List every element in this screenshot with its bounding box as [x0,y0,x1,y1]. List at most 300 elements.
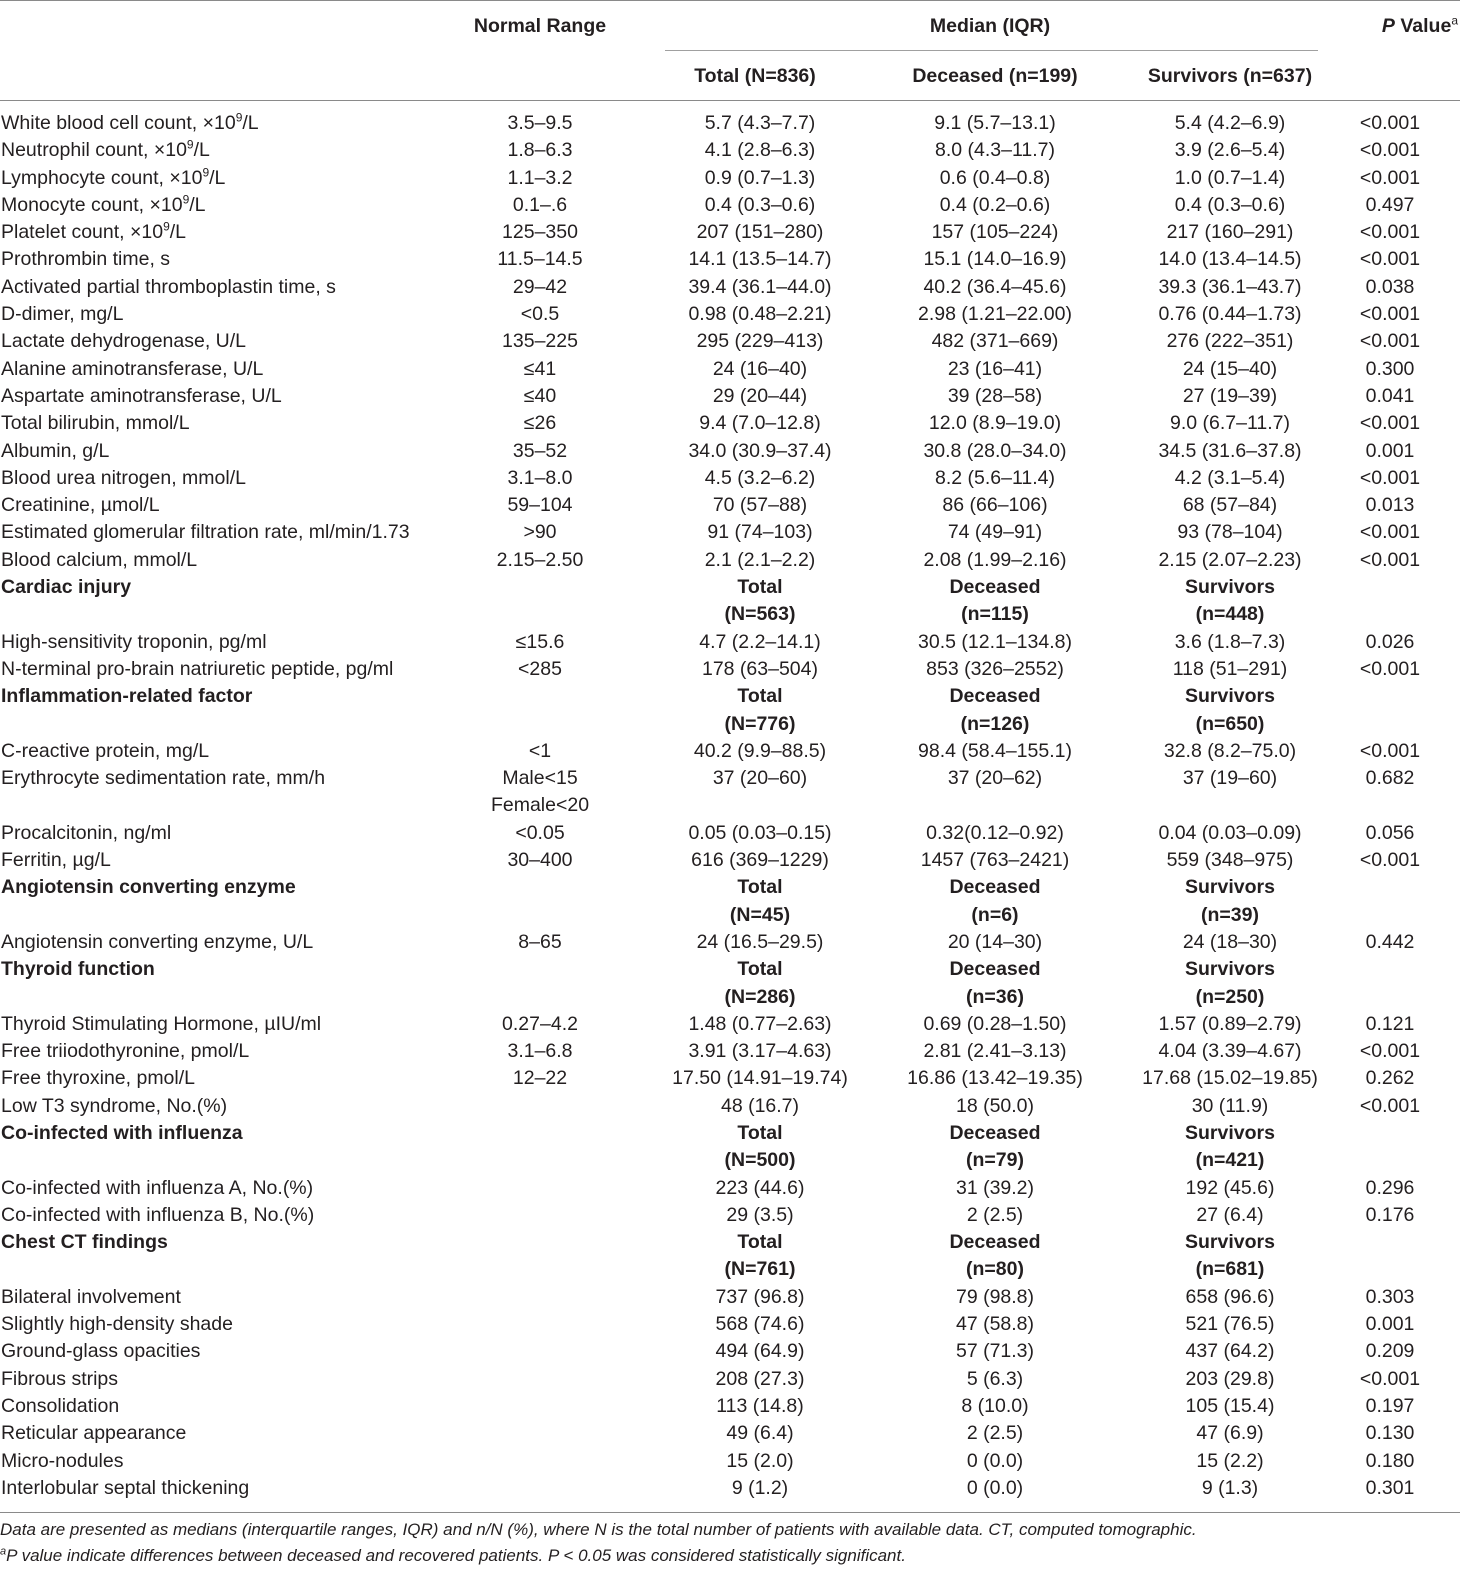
p-value-cell [1320,956,1460,983]
normal-range-cell [410,1229,670,1256]
table-row [0,601,1460,628]
p-value-sup: a [1451,13,1458,28]
normal-range-cell [410,1175,670,1202]
survivors-cell: 118 (51–291) [1172,657,1288,680]
section-total-label: Total [737,576,783,599]
row-label: Total bilirubin, mmol/L [1,412,190,435]
total-cell: 2.1 (2.1–2.2) [704,548,816,571]
normal-range-cell: <0.05 [515,821,565,844]
total-cell: 15 (2.0) [726,1449,794,1472]
survivors-cell: 192 (45.6) [1185,1176,1275,1199]
table-row [0,137,1460,164]
total-cell: 24 (16.5–29.5) [696,930,824,953]
deceased-cell: 79 (98.8) [955,1285,1035,1308]
survivors-cell: 437 (64.2) [1185,1340,1275,1363]
p-value-cell: <0.001 [1359,303,1421,326]
survivors-cell: 203 (29.8) [1185,1367,1275,1390]
total-cell: 0.05 (0.03–0.15) [688,821,832,844]
survivors-cell: 15 (2.2) [1196,1449,1264,1472]
row-label: Creatinine, µmol/L [1,494,160,517]
total-cell: 91 (74–103) [707,521,813,544]
survivors-cell: 4.04 (3.39–4.67) [1158,1040,1302,1063]
section-deceased-n: (n=115) [961,603,1029,626]
section-spacer [0,984,410,1011]
row-label-sup: 9 [202,165,210,180]
survivors-cell: 276 (222–351) [1166,330,1294,353]
p-value-cell: 0.026 [1365,630,1415,653]
normal-range-cell: Male<15 [502,767,578,790]
total-cell: 34.0 (30.9–37.4) [688,439,832,462]
survivors-cell: 17.68 (15.02–19.85) [1142,1067,1318,1090]
p-value-cell [1320,1229,1460,1256]
section-total-label: Total [737,685,783,708]
normal-range-cell: 3.5–9.5 [507,112,573,134]
normal-range-cell [410,1393,670,1420]
row-label: C-reactive protein, mg/L [1,739,210,762]
total-cell: 40.2 (9.9–88.5) [693,739,827,762]
p-value-cell: 0.180 [1365,1449,1415,1472]
normal-range-cell [410,956,670,983]
section-total-n: (N=500) [724,1149,796,1172]
total-cell: 616 (369–1229) [691,849,829,872]
deceased-cell: 2.81 (2.41–3.13) [923,1040,1067,1063]
table-row [0,847,1460,874]
normal-range-cell [410,1202,670,1229]
header-survivors: Survivors (n=637) [1147,65,1313,87]
p-value-cell: 0.262 [1365,1067,1415,1090]
section-survivors-label: Survivors [1185,1121,1275,1144]
row-label: Fibrous strips [1,1367,119,1390]
survivors-cell: 27 (6.4) [1196,1203,1264,1226]
deceased-cell: 12.0 (8.9–19.0) [928,412,1062,435]
footnote-text: value indicate differences between deceased and recovered patients. [16,1546,548,1565]
row-label: Free thyroxine, pmol/L [1,1067,196,1090]
p-value-cell [1320,792,1460,819]
total-cell: 9.4 (7.0–12.8) [699,412,821,435]
deceased-cell: 2.98 (1.21–22.00) [918,303,1072,326]
table-row [0,1284,1460,1311]
table-row [0,765,1460,792]
p-value-cell: 0.176 [1365,1203,1415,1226]
deceased-cell: 47 (58.8) [955,1313,1035,1336]
row-label-sup: 9 [235,110,243,125]
row-label: Bilateral involvement [1,1285,181,1308]
p-value-cell: 0.296 [1365,1176,1415,1199]
section-title: Co-infected with influenza [1,1121,243,1144]
section-deceased-label: Deceased [949,876,1041,899]
row-label: Ferritin, µg/L [1,849,111,872]
p-value-cell: <0.001 [1359,1094,1421,1117]
table-row [0,1011,1460,1038]
row-label: Interlobular septal thickening [1,1476,250,1499]
bottom-rule [0,1512,1460,1513]
row-label [0,165,410,192]
survivors-cell: 1.57 (0.89–2.79) [1158,1012,1302,1035]
row-label: Micro-nodules [1,1449,124,1472]
p-value-text: Value [1394,15,1452,37]
normal-range-cell [410,902,670,929]
row-label: Angiotensin converting enzyme, U/L [1,930,314,953]
row-label: Blood calcium, mmol/L [1,548,198,571]
survivors-cell: 0.76 (0.44–1.73) [1158,303,1302,326]
survivors-cell: 4.2 (3.1–5.4) [1174,466,1286,489]
total-cell: 14.1 (13.5–14.7) [688,248,832,271]
row-label-text: Lymphocyte count, ×10 [1,166,203,189]
survivors-cell: 27 (19–39) [1182,384,1278,407]
section-survivors-n: (n=250) [1195,985,1265,1008]
row-label: Estimated glomerular filtration rate, ml/min/1.73 [1,521,410,544]
section-title: Chest CT findings [1,1231,168,1254]
table-row [0,383,1460,410]
section-spacer [0,601,410,628]
p-value-cell: <0.001 [1359,657,1421,680]
total-cell: 39.4 (36.1–44.0) [688,275,832,298]
section-total-n: (N=286) [724,985,796,1008]
survivors-cell: 521 (76.5) [1185,1313,1275,1336]
normal-range-cell: Female<20 [490,794,590,817]
table-row [0,1120,1460,1147]
deceased-cell: 20 (14–30) [947,930,1043,953]
table-row [0,328,1460,355]
p-value-cell: <0.001 [1359,412,1421,435]
row-label-sup: 9 [186,137,194,152]
survivors-cell: 24 (18–30) [1182,930,1278,953]
total-cell: 494 (64.9) [715,1340,805,1363]
deceased-cell: 37 (20–62) [947,767,1043,790]
section-survivors-label: Survivors [1185,958,1275,981]
row-label [0,792,410,819]
row-label: D-dimer, mg/L [1,303,124,326]
table-row [0,820,1460,847]
p-value-cell: <0.001 [1359,221,1421,244]
normal-range-cell [410,1093,670,1120]
survivors-cell: 32.8 (8.2–75.0) [1163,739,1297,762]
table-row [0,410,1460,437]
section-deceased-label: Deceased [949,958,1041,981]
total-cell [670,792,850,819]
row-label: Consolidation [1,1394,120,1417]
p-value-cell: <0.001 [1359,139,1421,162]
deceased-cell: 86 (66–106) [942,494,1048,517]
table-row [0,1038,1460,1065]
table-row [0,738,1460,765]
section-title: Thyroid function [1,958,155,981]
p-value-cell: <0.001 [1359,466,1421,489]
normal-range-cell: 59–104 [507,494,573,517]
deceased-cell: 853 (326–2552) [926,657,1064,680]
total-cell: 17.50 (14.91–19.74) [672,1067,848,1090]
total-cell: 49 (6.4) [726,1422,794,1445]
section-survivors-n: (n=681) [1195,1258,1265,1281]
section-deceased-n: (n=80) [966,1258,1024,1281]
row-label-unit: /L [209,166,226,189]
normal-range-cell: 8–65 [518,930,562,953]
deceased-cell: 0.4 (0.2–0.6) [939,193,1051,216]
total-cell: 3.91 (3.17–4.63) [688,1040,832,1063]
survivors-cell: 68 (57–84) [1182,494,1278,517]
section-deceased-n: (n=36) [966,985,1024,1008]
normal-range-cell: 3.1–6.8 [507,1040,573,1063]
table-row [0,984,1460,1011]
row-label-unit: /L [242,112,259,134]
total-cell: 4.5 (3.2–6.2) [704,466,816,489]
row-label: Co-infected with influenza A, No.(%) [1,1176,314,1199]
survivors-cell: 39.3 (36.1–43.7) [1158,275,1302,298]
table-row [0,165,1460,192]
normal-range-cell: ≤41 [523,357,557,380]
table-row [0,110,1460,137]
row-label-unit: /L [193,139,210,162]
normal-range-cell [410,1284,670,1311]
table-row [0,246,1460,273]
deceased-cell: 2.08 (1.99–2.16) [923,548,1067,571]
section-survivors-label: Survivors [1185,1231,1275,1254]
p-value-cell: 0.041 [1365,384,1415,407]
table-row [0,711,1460,738]
p-value-cell: 0.682 [1365,767,1415,790]
table-row [0,1448,1460,1475]
p-value-cell: <0.001 [1359,112,1421,134]
footnote-2 [0,1546,906,1566]
section-deceased-n: (n=79) [966,1149,1024,1172]
survivors-cell: 14.0 (13.4–14.5) [1158,248,1302,271]
deceased-cell: 23 (16–41) [947,357,1043,380]
row-label-text: Monocyte count, ×10 [1,193,183,216]
normal-range-cell: ≤15.6 [515,630,565,653]
row-label: Free triiodothyronine, pmol/L [1,1040,250,1063]
median-rule [665,50,1318,51]
normal-range-cell: 135–225 [502,330,578,353]
header-total: Total (N=836) [694,65,816,87]
section-title: Cardiac injury [1,576,132,599]
footnote-p2: P [547,1546,559,1565]
survivors-cell: 47 (6.9) [1196,1422,1264,1445]
row-label [0,137,410,164]
row-label: Ground-glass opacities [1,1340,201,1363]
p-value-cell: <0.001 [1359,521,1421,544]
table-row [0,192,1460,219]
row-label-sup: 9 [163,219,170,234]
deceased-cell: 39 (28–58) [947,384,1043,407]
table-row [0,1175,1460,1202]
total-cell: 0.4 (0.3–0.6) [704,193,816,216]
normal-range-cell: 125–350 [502,221,578,244]
table-row [0,1256,1460,1283]
table-row [0,929,1460,956]
normal-range-cell [410,1147,670,1174]
p-value-cell: 0.013 [1365,494,1415,517]
p-value-cell [1320,574,1460,601]
footnote-p: P [6,1546,17,1565]
p-value-cell: 0.300 [1365,357,1415,380]
deceased-cell: 98.4 (58.4–155.1) [918,739,1072,762]
p-value-cell: 0.209 [1365,1340,1415,1363]
p-value-cell: <0.001 [1359,166,1421,189]
deceased-cell: 16.86 (13.42–19.35) [907,1067,1083,1090]
total-cell: 37 (20–60) [712,767,808,790]
table-row [0,1065,1460,1092]
normal-range-cell: 30–400 [507,849,573,872]
total-cell: 568 (74.6) [715,1313,805,1336]
normal-range-cell: 35–52 [512,439,568,462]
survivors-cell: 559 (348–975) [1166,849,1294,872]
row-label: Blood urea nitrogen, mmol/L [1,466,246,489]
p-value-cell [1320,1147,1460,1174]
p-italic: P [1381,15,1395,37]
row-label: Procalcitonin, ng/ml [1,821,172,844]
normal-range-cell [410,1366,670,1393]
survivors-cell: 93 (78–104) [1177,521,1283,544]
survivors-cell: 30 (11.9) [1191,1094,1269,1117]
table-row [0,1393,1460,1420]
section-title: Inflammation-related factor [1,685,253,708]
survivors-cell: 34.5 (31.6–37.8) [1158,439,1302,462]
total-cell: 208 (27.3) [715,1367,805,1390]
table-row [0,356,1460,383]
p-value-cell: 0.001 [1365,439,1415,462]
row-label: Reticular appearance [1,1422,187,1445]
total-cell: 29 (20–44) [712,384,808,407]
survivors-cell: 3.6 (1.8–7.3) [1174,630,1286,653]
normal-range-cell: <285 [518,657,562,680]
survivors-cell: 37 (19–60) [1182,767,1278,790]
row-label: Albumin, g/L [1,439,110,462]
deceased-cell: 30.8 (28.0–34.0) [923,439,1067,462]
row-label-text: Platelet count, ×10 [1,221,164,244]
total-cell: 737 (96.8) [715,1285,805,1308]
total-cell: 24 (16–40) [712,357,808,380]
deceased-cell: 15.1 (14.0–16.9) [923,248,1067,271]
deceased-cell: 8.2 (5.6–11.4) [935,466,1055,489]
section-total-n: (N=761) [724,1258,796,1281]
deceased-cell: 9.1 (5.7–13.1) [934,112,1056,134]
normal-range-cell: 3.1–8.0 [507,466,573,489]
table-row [0,1338,1460,1365]
total-cell: 223 (44.6) [715,1176,805,1199]
deceased-cell: 0.32(0.12–0.92) [926,821,1064,844]
total-cell: 48 (16.7) [720,1094,800,1117]
normal-range-cell: 0.27–4.2 [502,1012,578,1035]
table-row [0,492,1460,519]
normal-range-cell: ≤40 [523,384,557,407]
total-cell: 295 (229–413) [696,330,824,353]
section-deceased-n: (n=126) [960,712,1030,735]
total-cell: 207 (151–280) [696,221,824,244]
total-cell: 178 (63–504) [701,657,818,680]
section-deceased-label: Deceased [949,576,1041,599]
p-value-cell: <0.001 [1359,548,1421,571]
table-row [0,301,1460,328]
table-row [0,1420,1460,1447]
table-row [0,1311,1460,1338]
survivors-cell: 9.0 (6.7–11.7) [1170,412,1290,435]
deceased-cell: 40.2 (36.4–45.6) [923,275,1067,298]
header-normal-range: Normal Range [473,15,607,37]
section-survivors-n: (n=39) [1201,903,1259,926]
deceased-cell: 8 (10.0) [961,1394,1029,1417]
section-deceased-n: (n=6) [971,903,1019,926]
deceased-cell: 74 (49–91) [947,521,1043,544]
normal-range-cell: 12–22 [512,1067,568,1090]
section-total-n: (N=563) [724,603,796,626]
p-value-cell: 0.197 [1365,1394,1415,1417]
deceased-cell: 57 (71.3) [955,1340,1035,1363]
section-total-label: Total [737,958,783,981]
total-cell: 70 (57–88) [712,494,808,517]
total-cell: 113 (14.8) [716,1394,804,1417]
p-value-cell: 0.056 [1365,821,1415,844]
table-row [0,629,1460,656]
p-value-cell [1320,683,1460,710]
survivors-cell: 0.4 (0.3–0.6) [1174,193,1286,216]
row-label: Erythrocyte sedimentation rate, mm/h [1,767,326,790]
table-row [0,874,1460,901]
deceased-cell: 30.5 (12.1–134.8) [918,630,1072,653]
table-row [0,547,1460,574]
normal-range-cell [410,1338,670,1365]
table-row [0,438,1460,465]
total-cell: 4.1 (2.8–6.3) [704,139,816,162]
deceased-cell: 18 (50.0) [955,1094,1035,1117]
table-row [0,519,1460,546]
p-value-cell: <0.001 [1359,1040,1421,1063]
p-value-cell: 0.497 [1365,193,1415,216]
section-spacer [0,1147,410,1174]
total-cell: 0.9 (0.7–1.3) [704,166,816,189]
normal-range-cell [410,1311,670,1338]
normal-range-cell [410,1448,670,1475]
normal-range-cell: ≤26 [523,412,557,435]
section-total-label: Total [737,1121,783,1144]
normal-range-cell [410,574,670,601]
table-row [0,1202,1460,1229]
deceased-cell: 0.69 (0.28–1.50) [923,1012,1067,1035]
survivors-cell: 217 (160–291) [1166,221,1294,244]
p-value-cell: 0.038 [1365,275,1415,298]
total-cell: 0.98 (0.48–2.21) [688,303,832,326]
lab-results-table [0,110,1460,1502]
normal-range-cell [410,683,670,710]
normal-range-cell: 11.5–14.5 [497,248,583,271]
section-deceased-label: Deceased [949,1121,1041,1144]
normal-range-cell: 29–42 [512,275,568,298]
p-value-cell: <0.001 [1359,739,1421,762]
row-label-text: Neutrophil count, ×10 [1,139,187,162]
normal-range-cell [410,1120,670,1147]
p-value-cell [1320,874,1460,901]
section-total-n: (N=776) [724,712,796,735]
table-header [0,0,1460,105]
p-value-cell: <0.001 [1359,1367,1421,1390]
header-p-value [1352,15,1458,38]
section-spacer [0,711,410,738]
survivors-cell: 24 (15–40) [1182,357,1278,380]
normal-range-cell: 0.1–.6 [512,193,568,216]
total-cell: 9 (1.2) [731,1476,789,1499]
row-label: N-terminal pro-brain natriuretic peptide, pg/ml [1,657,394,680]
p-value-cell [1320,984,1460,1011]
p-value-cell: <0.001 [1359,330,1421,353]
normal-range-cell [410,1256,670,1283]
row-label-unit: /L [169,221,187,244]
row-label: Co-infected with influenza B, No.(%) [1,1203,315,1226]
normal-range-cell [410,1475,670,1502]
table-row [0,219,1460,246]
deceased-cell [850,792,1140,819]
normal-range-cell: >90 [523,521,557,544]
p-value-cell: 0.301 [1365,1476,1415,1499]
total-cell: 1.48 (0.77–2.63) [688,1012,832,1035]
